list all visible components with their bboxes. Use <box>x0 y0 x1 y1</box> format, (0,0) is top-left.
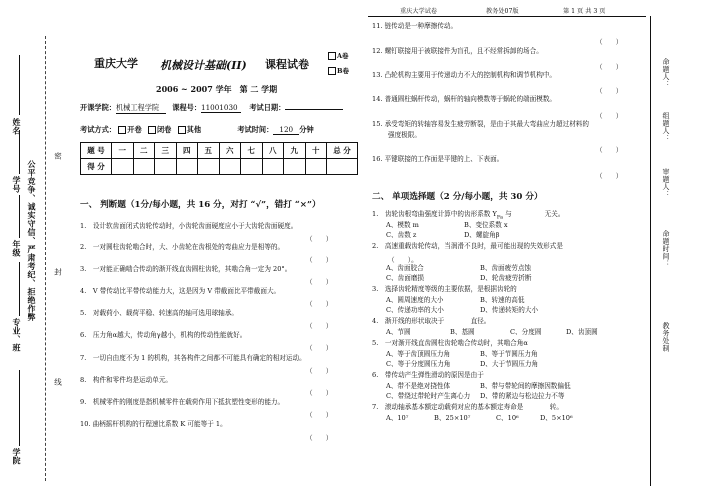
grade-underline <box>19 195 20 238</box>
header-edition: 教务处07版 <box>486 8 519 15</box>
paper-a-option <box>328 51 349 60</box>
answer-paren[interactable]: （ ） <box>596 112 623 120</box>
header-page: 第 1 页 共 3 页 <box>563 8 606 15</box>
student-no-underline <box>19 130 20 174</box>
score-cell[interactable] <box>133 159 155 175</box>
score-header-cell: 七 <box>241 143 263 159</box>
choice-q3: 3. 选择齿轮精度等级的主要依据，是根据齿轮的 <box>372 285 517 293</box>
judge-item-11: 11. 链传动是一种摩擦传动。 <box>372 22 458 30</box>
choice-q7-option-c[interactable]: C、10⁶ <box>496 414 519 422</box>
judge-item-5: 5. 对载荷小、载荷平稳、转速高的轴可选用球轴承。 <box>80 309 238 317</box>
score-table <box>80 142 358 175</box>
choice-q1-option-b[interactable]: B、变位系数 x <box>464 221 508 229</box>
answer-paren[interactable]: （ ） <box>306 367 333 375</box>
choice-q1 <box>372 211 564 221</box>
answer-paren[interactable]: （ ） <box>306 235 333 243</box>
choice-q7: 7. 滚动轴承基本额定动载荷对应的基本额定寿命是 转。 <box>372 403 563 411</box>
judge-item-15-cont: 强度极限。 <box>388 131 421 139</box>
closed-book-label: 闭卷 <box>156 125 172 134</box>
score-cell[interactable] <box>219 159 241 175</box>
exam-method-label: 考试方式： <box>80 125 116 134</box>
score-row-label: 得 分 <box>81 159 112 175</box>
choice-q4: 4. 渐开线的形状取决于 直径。 <box>372 317 491 325</box>
score-header-cell: 九 <box>284 143 306 159</box>
choice-q3-option-a[interactable]: A、圆周速度的大小 <box>386 296 444 304</box>
choice-q1-subscript: Fa <box>496 214 503 221</box>
college-label: 学院 <box>12 448 22 465</box>
score-cell[interactable] <box>241 159 263 175</box>
answer-paren[interactable]: （ ） <box>306 300 333 308</box>
choice-q5-option-d[interactable]: D、大于节圆压力角 <box>480 360 539 368</box>
seal-char-mi: 密 <box>53 152 63 160</box>
score-table-header-row <box>81 143 358 159</box>
course-code-label: 课程号： <box>172 103 202 112</box>
choice-q2: 2. 高速重载齿轮传动，当润滑不良时，最可能出现的失效形式是 <box>372 242 563 250</box>
exam-time-unit: 分钟 <box>299 125 314 134</box>
score-header-cell: 六 <box>219 143 241 159</box>
judge-item-12: 12. 螺钉联接用于被联接件为盲孔，且不经常拆卸的场合。 <box>372 47 543 55</box>
judge-item-3: 3. 一对能正确啮合传动的渐开线直齿圆柱齿轮，其啮合角一定为 20°。 <box>80 265 292 273</box>
score-cell[interactable] <box>155 159 177 175</box>
score-header-cell: 题 号 <box>81 143 112 159</box>
score-header-cell: 四 <box>176 143 198 159</box>
header-rule <box>368 16 646 17</box>
judge-item-16: 16. 平键联接的工作面是平键的上、下表面。 <box>372 155 504 163</box>
paper-b-checkbox <box>328 67 336 75</box>
score-header-cell: 总 分 <box>327 143 358 159</box>
choice-q7-option-d[interactable]: D、5×10⁶ <box>540 414 573 422</box>
seal-char-xian: 线 <box>53 378 63 386</box>
choice-q6-option-c[interactable]: C、带绕过带轮时产生离心力 <box>386 392 471 400</box>
choice-q1-option-a[interactable]: A、模数 m <box>386 221 419 229</box>
choice-q1-text: 1. 齿轮齿根弯曲强度计算中的齿形系数 Y <box>372 210 497 218</box>
section1-title: 一、 判断题（1分/每小题，共 16 分，对打 “√”，错打 “×”） <box>80 200 321 210</box>
info-row-1 <box>80 103 343 114</box>
score-cell[interactable] <box>284 159 306 175</box>
paper-a-label: A卷 <box>337 52 349 60</box>
answer-paren[interactable]: （ ） <box>306 344 333 352</box>
choice-q1-tail: 与 无关。 <box>502 210 565 218</box>
choice-q5-option-a[interactable]: A、等于齿顶圆压力角 <box>386 350 451 358</box>
choice-q6-option-b[interactable]: B、带与带轮间的摩擦因数偏低 <box>480 382 571 390</box>
judge-item-8: 8. 构件和零件均是运动单元。 <box>80 376 173 384</box>
integrity-pledge: 公平竞争、诚实守信、严肃考纪、拒绝作弊 <box>27 160 37 322</box>
score-cell[interactable] <box>176 159 198 175</box>
answer-paren[interactable]: （ ） <box>596 172 623 180</box>
choice-q6-option-d[interactable]: D、带的紧边与松边拉力不等 <box>480 392 565 400</box>
answer-paren[interactable]: （ ） <box>306 256 333 264</box>
name-label: 姓名 <box>12 118 22 135</box>
choice-q5: 5. 一对渐开线直齿圆柱齿轮啮合传动时，其啮合角α <box>372 339 528 347</box>
choice-q2-option-b[interactable]: B、齿面疲劳点蚀 <box>480 264 532 272</box>
grade-label: 年级 <box>12 240 22 257</box>
paper-kind: 课程试卷 <box>265 58 309 71</box>
other-box <box>178 126 186 134</box>
paper-b-option <box>328 66 349 75</box>
answer-paren[interactable]: （ ） <box>596 38 623 46</box>
reviewer-label: 审题人： <box>662 168 670 198</box>
seal-char-feng: 封 <box>53 268 63 276</box>
paper-b-label: B卷 <box>337 67 349 75</box>
choice-q6-option-a[interactable]: A、带不是绝对挠性体 <box>386 382 451 390</box>
right-binding-line <box>650 16 651 486</box>
proposal-time-label: 命题时间： <box>662 230 670 268</box>
score-header-cell: 一 <box>112 143 134 159</box>
judge-item-2: 2. 一对圆柱齿轮啮合时，大、小齿轮在齿根处的弯曲应力是相等的。 <box>80 243 285 251</box>
college-underline <box>19 370 20 446</box>
choice-q2-option-a[interactable]: A、齿面胶合 <box>386 264 424 272</box>
choice-q4-option-b[interactable]: B、基圆 <box>450 328 475 336</box>
choice-q2-option-d[interactable]: D、轮齿疲劳折断 <box>480 274 532 282</box>
exam-date-blank <box>285 109 343 110</box>
answer-paren[interactable]: （ ） <box>596 87 623 95</box>
answer-paren[interactable]: （ ） <box>306 411 333 419</box>
exam-date-label: 考试日期： <box>249 103 286 112</box>
college-value: 机械工程学院 <box>116 103 166 114</box>
choice-q4-option-d[interactable]: D、齿顶圆 <box>566 328 598 336</box>
section2-title: 二、 单项选择题（2 分/每小题，共 30 分） <box>372 192 543 202</box>
score-table-score-row <box>81 159 358 175</box>
term-line: 2006 ~ 2007 学年 第 二 学期 <box>156 84 278 94</box>
choice-q7-option-b[interactable]: B、25×10⁷ <box>434 414 471 422</box>
score-cell[interactable] <box>198 159 220 175</box>
college-label: 开课学院： <box>80 103 116 112</box>
major-underline <box>19 262 20 316</box>
choice-q3-option-c[interactable]: C、传递功率的大小 <box>386 306 444 314</box>
proposer-label: 命题人： <box>662 58 670 88</box>
score-header-cell: 十 <box>305 143 327 159</box>
judge-item-10: 10. 曲柄摇杆机构的行程速比系数 K 可能等于 1。 <box>80 420 227 428</box>
judge-item-7: 7. 一切自由度不为 1 的机构，其各构件之间都不可能具有确定的相对运动。 <box>80 354 306 362</box>
choice-q5-option-c[interactable]: C、等于分度圆压力角 <box>386 360 451 368</box>
choice-q3-option-d[interactable]: D、传递转矩的大小 <box>480 306 539 314</box>
choice-q1-option-c[interactable]: C、齿数 z <box>386 231 417 239</box>
choice-q7-option-a[interactable]: A、10⁷ <box>386 414 409 422</box>
score-cell[interactable] <box>327 159 358 175</box>
exam-time-value: 120 <box>273 125 299 135</box>
choice-q5-option-b[interactable]: B、等于节圆压力角 <box>480 350 538 358</box>
choice-q2-option-c[interactable]: C、齿面磨损 <box>386 274 425 282</box>
judge-item-6: 6. 压力角α越大，传动角γ越小，机构的传动性能就好。 <box>80 331 247 339</box>
answer-paren[interactable]: （ ） <box>306 434 333 442</box>
issuer-label: 教务处制 <box>662 322 670 352</box>
binding-line <box>45 36 46 481</box>
other-label: 其他 <box>186 125 202 134</box>
score-header-cell: 五 <box>198 143 220 159</box>
info-row-2 <box>80 125 314 135</box>
answer-paren[interactable]: （ ） <box>306 322 333 330</box>
composer-label: 组题人： <box>662 112 670 142</box>
exam-time-label: 考试时间： <box>237 125 274 134</box>
score-header-cell: 三 <box>155 143 177 159</box>
judge-item-4: 4. V 带传动比平带传动能力大，这是因为 V 带截面比平带截面大。 <box>80 287 281 295</box>
judge-item-1: 1. 设计软齿面闭式齿轮传动时，小齿轮齿面硬度应小于大齿轮齿面硬度。 <box>80 222 298 230</box>
answer-paren[interactable]: （ ） <box>596 63 623 71</box>
paper-a-checkbox <box>328 52 336 60</box>
choice-q4-option-a[interactable]: A、节圆 <box>386 328 411 336</box>
open-book-label: 开卷 <box>127 125 142 134</box>
score-cell[interactable] <box>305 159 327 175</box>
choice-q1-option-d[interactable]: D、螺旋角β <box>464 231 500 239</box>
open-book-box <box>118 126 126 134</box>
major-label: 专业、班 <box>12 318 22 352</box>
course-name: 机械设计基础(II) <box>160 59 247 72</box>
closed-book-box <box>148 126 156 134</box>
score-header-cell: 二 <box>133 143 155 159</box>
choice-q4-option-c[interactable]: C、分度圆 <box>510 328 542 336</box>
judge-item-9: 9. 机械零件的刚度是指机械零件在载荷作用下抵抗塑性变形的能力。 <box>80 398 285 406</box>
answer-paren[interactable]: （ ） <box>596 146 623 154</box>
header-school: 重庆大学试卷 <box>400 8 438 15</box>
score-header-cell: 八 <box>262 143 284 159</box>
judge-item-15: 15. 承受弯矩的转轴容易发生疲劳断裂，是由于其最大弯曲应力超过材料的 <box>372 120 589 128</box>
course-code-value: 11001030 <box>201 103 241 113</box>
answer-paren[interactable]: （ ） <box>306 278 333 286</box>
answer-paren[interactable]: （ ） <box>306 389 333 397</box>
score-cell[interactable] <box>112 159 134 175</box>
name-underline <box>19 55 20 115</box>
choice-q6: 6. 带传动产生弹性滑动的原因是由于 <box>372 371 484 379</box>
student-no-label: 学号 <box>12 176 22 193</box>
judge-item-13: 13. 凸轮机构主要用于传递动力不大的控制机构和调节机构中。 <box>372 71 557 79</box>
school-name: 重庆大学 <box>94 57 138 70</box>
choice-q3-option-b[interactable]: B、转速的高低 <box>480 296 525 304</box>
score-cell[interactable] <box>262 159 284 175</box>
choice-q2-paren[interactable]: （ ）。 <box>388 256 418 264</box>
judge-item-14: 14. 普通圆柱蜗杆传动，蜗杆的轴向模数等于蜗轮的端面模数。 <box>372 95 557 103</box>
